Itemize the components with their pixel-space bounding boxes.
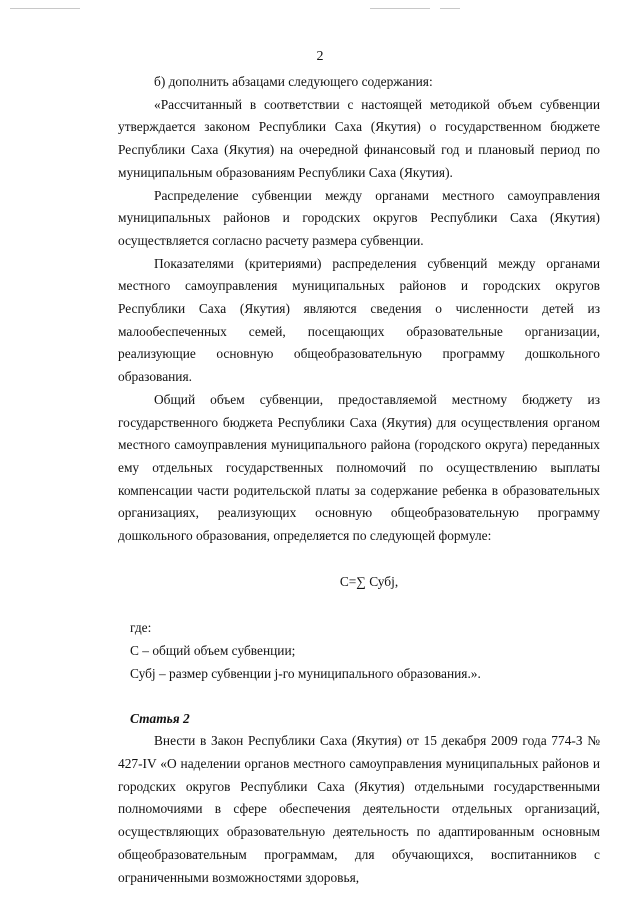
paragraph-calculated-volume: «Рассчитанный в соответствии с настоящей методикой объем субвенции утверждается законом Республики Саха (Якутия) о государственном бюджете Республики Саха (Якутия) на очередной финансовый год и плановый период по муниципальным образованиям Республики Саха (Якутия). bbox=[118, 96, 600, 180]
definition-subj: Субj – размер субвенции j-го муниципального образования.». bbox=[130, 665, 481, 681]
paragraph-total-volume: Общий объем субвенции, предоставляемой местному бюджету из государственного бюджета Республики Саха (Якутия) для осуществления органом местного самоуправления муниципального района (городского округа) переданных ему отдельных государственных полномочий по осуществлению выплаты компенсации части родительской платы за содержание ребенка в образовательных организациях, реализующих основную общеобразовательную программу дошкольного образования, определяется по следующей формуле: bbox=[118, 391, 600, 544]
where-label: где: bbox=[130, 620, 152, 636]
formula: С=∑ Субj, bbox=[339, 573, 399, 589]
paragraph-intro: б) дополнить абзацами следующего содержания: bbox=[154, 74, 433, 89]
paragraph-distribution: Распределение субвенции между органами местного самоуправления муниципальных районов и городских округов Республики Саха (Якутия) осуществляется согласно расчету размера субвенции. bbox=[118, 187, 600, 248]
article-text: Внести в Закон Республики Саха (Якутия) от 15 декабря 2009 года 774-З № 427-IV «О наделении органов местного самоуправления муниципальных районов и городских округов Республики Саха (Якутия) отдельными государственными полномочиями в сфере обеспечения деятельности отдельных организаций, осуществляющих образовательную деятельность по адаптированным основным общеобразовательным программам, для обучающихся, воспитанников с ограниченными возможностями здоровья, bbox=[118, 733, 600, 885]
page-number: 2 bbox=[316, 49, 324, 64]
definition-c: С – общий объем субвенции; bbox=[130, 643, 296, 659]
formula-definitions bbox=[118, 617, 600, 685]
paragraph-criteria: Показателями (критериями) распределения субвенций между органами местного самоуправления муниципальных районов и городских округов Республики Саха (Якутия) являются сведения о численности детей из малообеспеченных семей, посещающих образовательные организации, реализующие основную общеобразовательную программу дошкольного образования. bbox=[118, 255, 600, 385]
document-body bbox=[118, 71, 600, 889]
scan-artifact-marks bbox=[0, 8, 640, 12]
article-title: Статья 2 bbox=[130, 710, 190, 726]
